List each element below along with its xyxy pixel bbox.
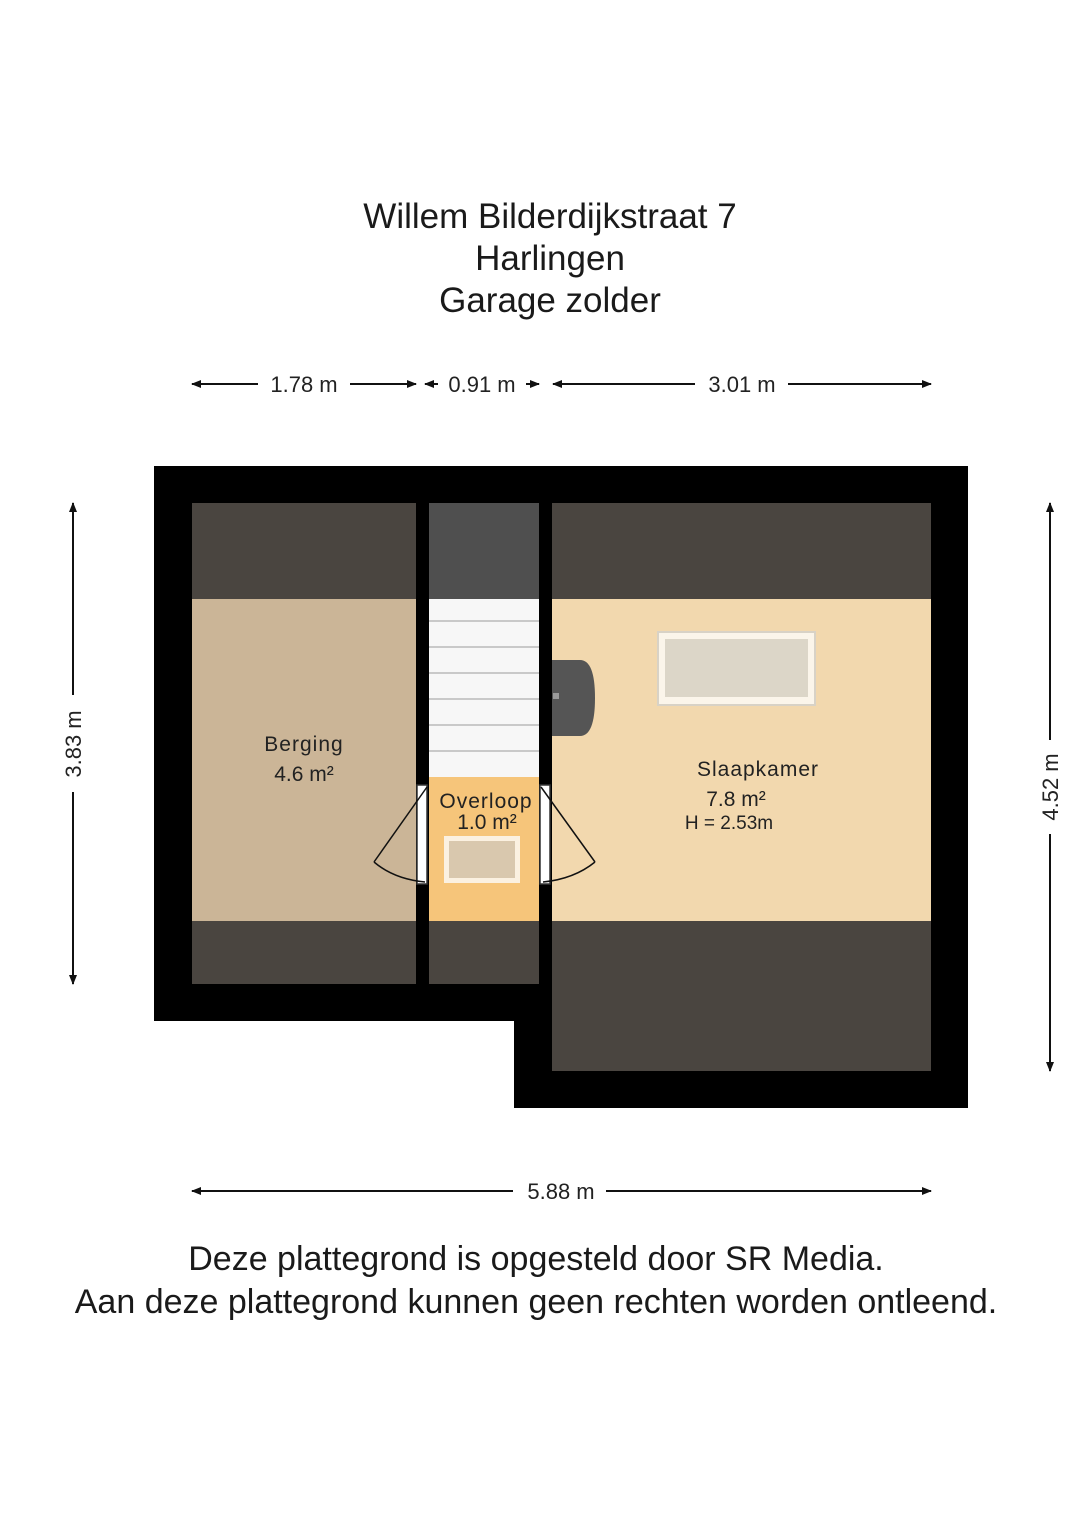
dimension-left [61,503,86,984]
dimension-top-right-label: 3.01 m [708,372,776,397]
dimension-top-left [192,372,416,397]
disclaimer-line-1: Deze plattegrond is opgesteld door SR Media. [188,1240,884,1278]
slaapkamer-name: Slaapkamer [696,758,820,781]
overloop-area: 1.0 m² [457,811,517,834]
dimension-top-left-label: 1.78 m [270,372,338,397]
overloop-name: Overloop [439,790,533,813]
dimension-right [1038,503,1063,1071]
slaapkamer-low-ceiling-top [552,503,931,599]
berging-area: 4.6 m² [274,763,334,786]
slaapkamer-area: 7.8 m² [706,788,766,811]
berging-low-ceiling-top [192,503,416,599]
overloop-rug-inner [449,841,515,878]
slaapkamer-low-ceiling-bottom [552,921,931,1071]
dimension-right-label: 4.52 m [1038,753,1063,821]
dimension-top-middle [425,372,539,397]
dimension-top-right [553,372,931,397]
dimension-left-label: 3.83 m [61,710,86,778]
berging-low-ceiling-bottom [192,921,416,984]
dimension-top-middle-label: 0.91 m [448,372,516,397]
disclaimer-line-2: Aan deze plattegrond kunnen geen rechten worden ontleend. [74,1283,998,1321]
disclaimer [0,1238,1072,1324]
dimension-bottom [192,1179,931,1204]
floor-title: Garage zolder [439,281,661,320]
address-title: Willem Bilderdijkstraat 7 [363,197,737,236]
slaapkamer-bed-inner [665,639,808,697]
stair-void [429,503,539,599]
city-title: Harlingen [475,239,625,278]
overloop-low-ceiling-bottom [429,921,539,984]
berging-floor [192,599,416,921]
dimension-bottom-label: 5.88 m [527,1179,595,1204]
berging-name: Berging [264,733,344,756]
slaapkamer-height: H = 2.53m [684,813,774,834]
sink-icon [552,660,595,736]
